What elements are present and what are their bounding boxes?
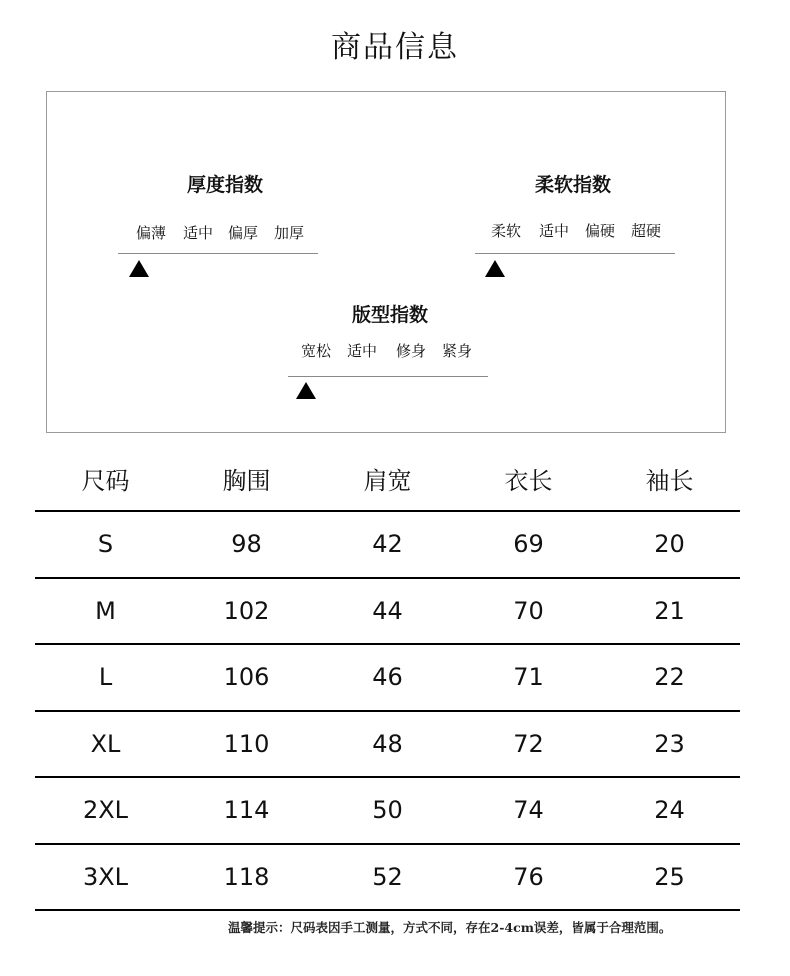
table-row xyxy=(35,711,740,778)
table-cell: M xyxy=(35,578,176,645)
thickness-scale-line xyxy=(118,253,318,254)
table-cell: 118 xyxy=(176,844,317,911)
thickness-option: 适中 xyxy=(183,224,214,242)
thickness-option: 加厚 xyxy=(274,224,305,242)
table-cell: 52 xyxy=(317,844,458,911)
table-cell: 23 xyxy=(599,711,740,778)
table-cell: 110 xyxy=(176,711,317,778)
table-cell: L xyxy=(35,644,176,711)
size-table xyxy=(35,446,740,911)
table-cell: S xyxy=(35,511,176,578)
softness-scale-line xyxy=(475,253,675,254)
table-cell: 50 xyxy=(317,777,458,844)
table-cell: 102 xyxy=(176,578,317,645)
header-size: 尺码 xyxy=(81,466,130,495)
fit-index-title: 版型指数 xyxy=(352,304,429,326)
thickness-option: 偏厚 xyxy=(228,224,259,242)
table-cell: 44 xyxy=(317,578,458,645)
fit-marker-icon xyxy=(296,382,316,399)
table-cell: 98 xyxy=(176,511,317,578)
thickness-index-title: 厚度指数 xyxy=(187,174,264,196)
table-cell: 21 xyxy=(599,578,740,645)
page-title: 商品信息 xyxy=(331,30,459,65)
softness-index-title: 柔软指数 xyxy=(535,174,612,196)
table-cell: 76 xyxy=(458,844,599,911)
product-index-box xyxy=(46,91,726,433)
fit-option: 适中 xyxy=(347,342,378,360)
softness-option: 偏硬 xyxy=(585,222,616,240)
table-cell: 74 xyxy=(458,777,599,844)
table-cell: 48 xyxy=(317,711,458,778)
table-cell: 20 xyxy=(599,511,740,578)
fit-option: 修身 xyxy=(396,342,427,360)
table-header-row xyxy=(35,446,740,511)
softness-index-options xyxy=(491,220,661,241)
table-cell: 24 xyxy=(599,777,740,844)
table-cell: XL xyxy=(35,711,176,778)
fit-index-options xyxy=(301,340,472,361)
header-sleeve: 袖长 xyxy=(645,466,694,495)
table-cell: 25 xyxy=(599,844,740,911)
table-cell: 22 xyxy=(599,644,740,711)
table-cell: 46 xyxy=(317,644,458,711)
thickness-marker-icon xyxy=(129,260,149,277)
table-row xyxy=(35,578,740,645)
fit-option: 紧身 xyxy=(442,342,473,360)
table-cell: 72 xyxy=(458,711,599,778)
table-cell: 106 xyxy=(176,644,317,711)
table-row xyxy=(35,511,740,578)
softness-marker-icon xyxy=(485,260,505,277)
table-cell: 70 xyxy=(458,578,599,645)
table-cell: 114 xyxy=(176,777,317,844)
table-row xyxy=(35,777,740,844)
size-note: 温馨提示：尺码表因手工测量，方式不同，存在2-4cm误差，皆属于合理范围。 xyxy=(228,920,672,935)
softness-option: 适中 xyxy=(539,222,570,240)
header-shoulder: 肩宽 xyxy=(363,466,412,495)
softness-option: 超硬 xyxy=(631,222,662,240)
fit-option: 宽松 xyxy=(301,342,332,360)
thickness-option: 偏薄 xyxy=(136,224,167,242)
table-row xyxy=(35,844,740,911)
table-row xyxy=(35,644,740,711)
table-cell: 71 xyxy=(458,644,599,711)
header-length: 衣长 xyxy=(504,466,553,495)
fit-scale-line xyxy=(288,376,488,377)
table-cell: 69 xyxy=(458,511,599,578)
table-cell: 3XL xyxy=(35,844,176,911)
softness-option: 柔软 xyxy=(491,222,522,240)
header-chest: 胸围 xyxy=(222,466,271,495)
table-cell: 2XL xyxy=(35,777,176,844)
thickness-index-options xyxy=(136,222,304,243)
table-cell: 42 xyxy=(317,511,458,578)
